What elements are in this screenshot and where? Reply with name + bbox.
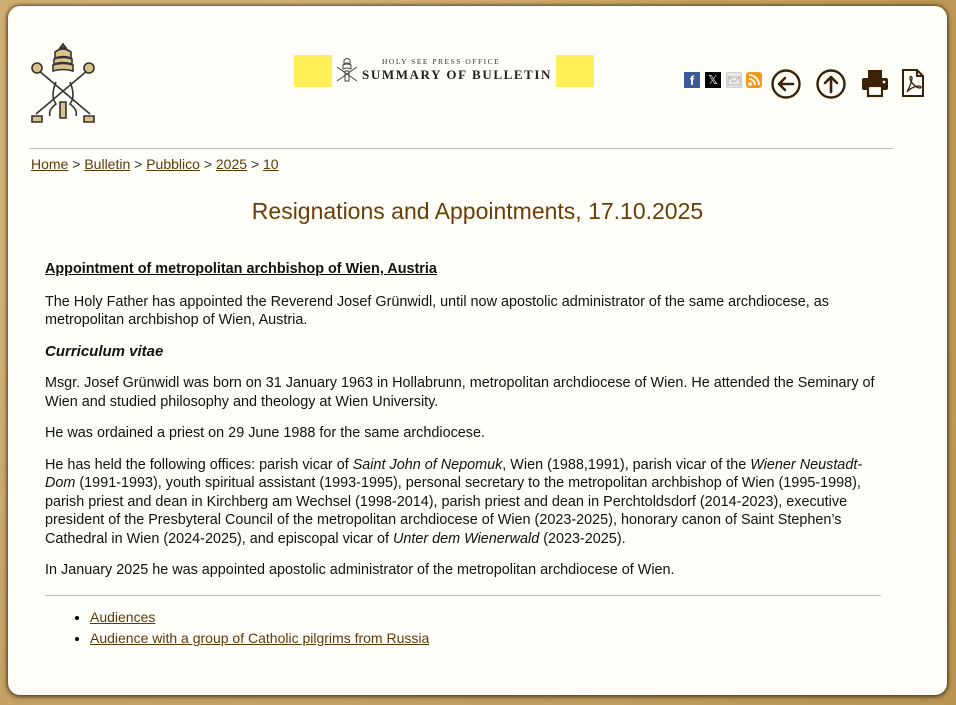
breadcrumb-separator: > <box>134 156 143 172</box>
breadcrumb-bulletin[interactable]: Bulletin <box>84 156 131 172</box>
offices-vicariate-name: Unter dem Wienerwald <box>392 530 540 547</box>
article-intro: The Holy Father has appointed the Reverend Josef Grünwidl, until now apostolic administrator of the same archdiocese, as metropolitan archbishop of Wien, Austria. <box>45 293 829 328</box>
x-twitter-icon[interactable]: 𝕏 <box>705 72 721 88</box>
header-divider <box>30 148 894 149</box>
back-arrow-icon[interactable] <box>770 68 802 104</box>
email-icon[interactable] <box>726 72 742 88</box>
offices-text: (1991-1993), youth spiritual assistant (1993-1995), personal secretary to the metropolitan archbishop of Wien (1995-1998), parish priest and dean in Kirchberg am Wechsel (1998-2014), parish priest and dean in Perchtoldsdorf (2014-2023), executive president of the Presbyteral Council of the metropolitan archdiocese of Wien (2023-2025), honorary canon of Saint Stephen’s Cathedral in Wien (2024-2025), and episcopal vicar of <box>45 475 861 547</box>
breadcrumb-month[interactable]: 10 <box>263 156 279 172</box>
offices-text: , Wien (1988,1991), parish vicar of the <box>502 456 751 473</box>
breadcrumb-separator: > <box>203 156 212 172</box>
banner-right-square <box>556 55 594 87</box>
banner-emblem-icon <box>334 57 360 89</box>
cv-heading: Curriculum vitae <box>45 342 164 360</box>
offices-text: (2023-2025). <box>539 530 626 547</box>
article-heading: Appointment of metropolitan archbishop of Wien, Austria <box>45 261 437 277</box>
up-arrow-icon[interactable] <box>815 68 847 104</box>
offices-text: He has held the following offices: parish vicar of <box>45 456 353 473</box>
cv-paragraph-ordination: He was ordained a priest on 29 June 1988 for the same archdiocese. <box>45 425 485 441</box>
banner-small-text: HOLY SEE PRESS OFFICE <box>382 57 501 66</box>
banner-left-square <box>294 55 332 87</box>
breadcrumb <box>31 156 279 172</box>
article-body <box>45 260 887 593</box>
cv-paragraph-birth: Msgr. Josef Grünwidl was born on 31 January 1963 in Hollabrunn, metropolitan archdiocese of Wien. He attended the Seminary of Wien and studied philosophy and theology at Wien University. <box>45 375 875 410</box>
breadcrumb-year[interactable]: 2025 <box>215 156 248 172</box>
breadcrumb-pubblico[interactable]: Pubblico <box>146 156 200 172</box>
related-link-audiences[interactable]: Audiences <box>90 609 156 625</box>
cv-paragraph-offices <box>45 456 887 549</box>
pdf-icon[interactable] <box>900 68 926 102</box>
breadcrumb-home[interactable]: Home <box>31 156 69 172</box>
related-link-russia-pilgrims[interactable]: Audience with a group of Catholic pilgrims from Russia <box>90 630 430 646</box>
page-card <box>8 6 947 695</box>
banner-title: SUMMARY OF BULLETIN <box>362 67 553 82</box>
holy-see-logo[interactable] <box>30 42 96 128</box>
facebook-icon[interactable]: f <box>684 72 700 88</box>
rss-icon[interactable] <box>746 72 762 88</box>
list-item <box>90 630 429 646</box>
list-item <box>90 609 429 625</box>
content-divider <box>45 595 881 596</box>
breadcrumb-separator: > <box>250 156 260 172</box>
offices-parish-name: Saint John of Nepomuk <box>352 456 503 473</box>
offices-cathedral-name: Wiener Neustadt-Dom <box>45 456 863 491</box>
bulletin-banner[interactable] <box>294 55 594 87</box>
related-links <box>70 609 429 651</box>
print-icon[interactable] <box>860 68 890 102</box>
cv-paragraph-administrator: In January 2025 he was appointed apostolic administrator of the metropolitan archdiocese of Wien. <box>45 562 675 578</box>
page-title: Resignations and Appointments, 17.10.2025 <box>251 198 704 224</box>
breadcrumb-separator: > <box>72 156 81 172</box>
